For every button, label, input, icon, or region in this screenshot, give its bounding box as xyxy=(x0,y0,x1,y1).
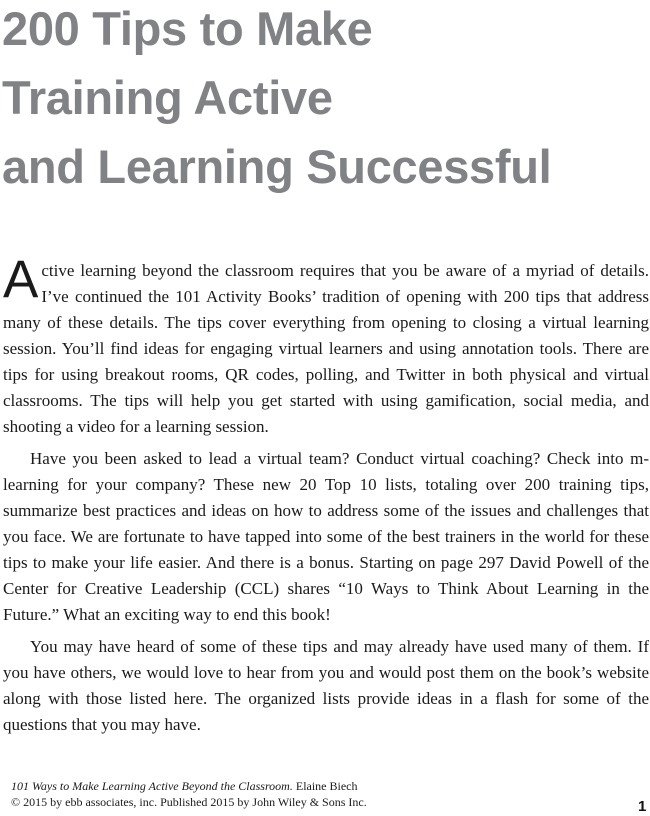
drop-cap: A xyxy=(3,250,39,309)
footer-credit xyxy=(11,778,367,810)
paragraph-2: Have you been asked to lead a virtual team? Conduct virtual coaching? Check into m-learning for your company? These new 20 Top 10 lists, totaling over 200 training tips, summarize best practices and ideas on how to address some of the issues and challenges that you face. We are fortunate to have tapped into some of the best trainers in the world for these tips to make your life easier. And there is a bonus. Starting on page 297 David Powell of the Center for Creative Leadership (CCL) shares “10 Ways to Think About Learning in the Future.” What an exciting way to end this book! xyxy=(3,449,649,624)
chapter-title-line-3: and Learning Successful xyxy=(2,140,552,193)
chapter-title xyxy=(2,0,642,201)
footer-book-title: 101 Ways to Make Learning Active Beyond the Classroom. xyxy=(11,779,293,793)
body-text xyxy=(3,250,649,744)
paragraph-1-text: ctive learning beyond the classroom requires that you be aware of a myriad of details. I’ve continued the 101 Activity Books’ tradition of opening with 200 tips that address many of these details. The tips cover everything from opening to closing a virtual learning session. You’ll find ideas for engaging virtual learners and using annotation tools. There are tips for using breakout rooms, QR codes, polling, and Twitter in both physical and virtual classrooms. The tips will help you get started with using gamification, social media, and shooting a video for a learning session. xyxy=(3,261,649,436)
chapter-title-line-1: 200 Tips to Make xyxy=(2,2,373,55)
paragraph-1 xyxy=(3,250,649,440)
footer-author: Elaine Biech xyxy=(295,779,358,793)
footer-copyright: © 2015 by ebb associates, inc. Published 2015 by John Wiley & Sons Inc. xyxy=(11,795,367,809)
footer-line-1 xyxy=(11,778,367,794)
page-number: 1 xyxy=(638,798,647,815)
paragraph-3: You may have heard of some of these tips and may already have used many of them. If you have others, we would love to hear from you and would post them on the book’s website along with those listed here. The organized lists provide ideas in a flash for some of the questions that you may have. xyxy=(3,637,649,734)
chapter-title-line-2: Training Active xyxy=(2,71,333,124)
